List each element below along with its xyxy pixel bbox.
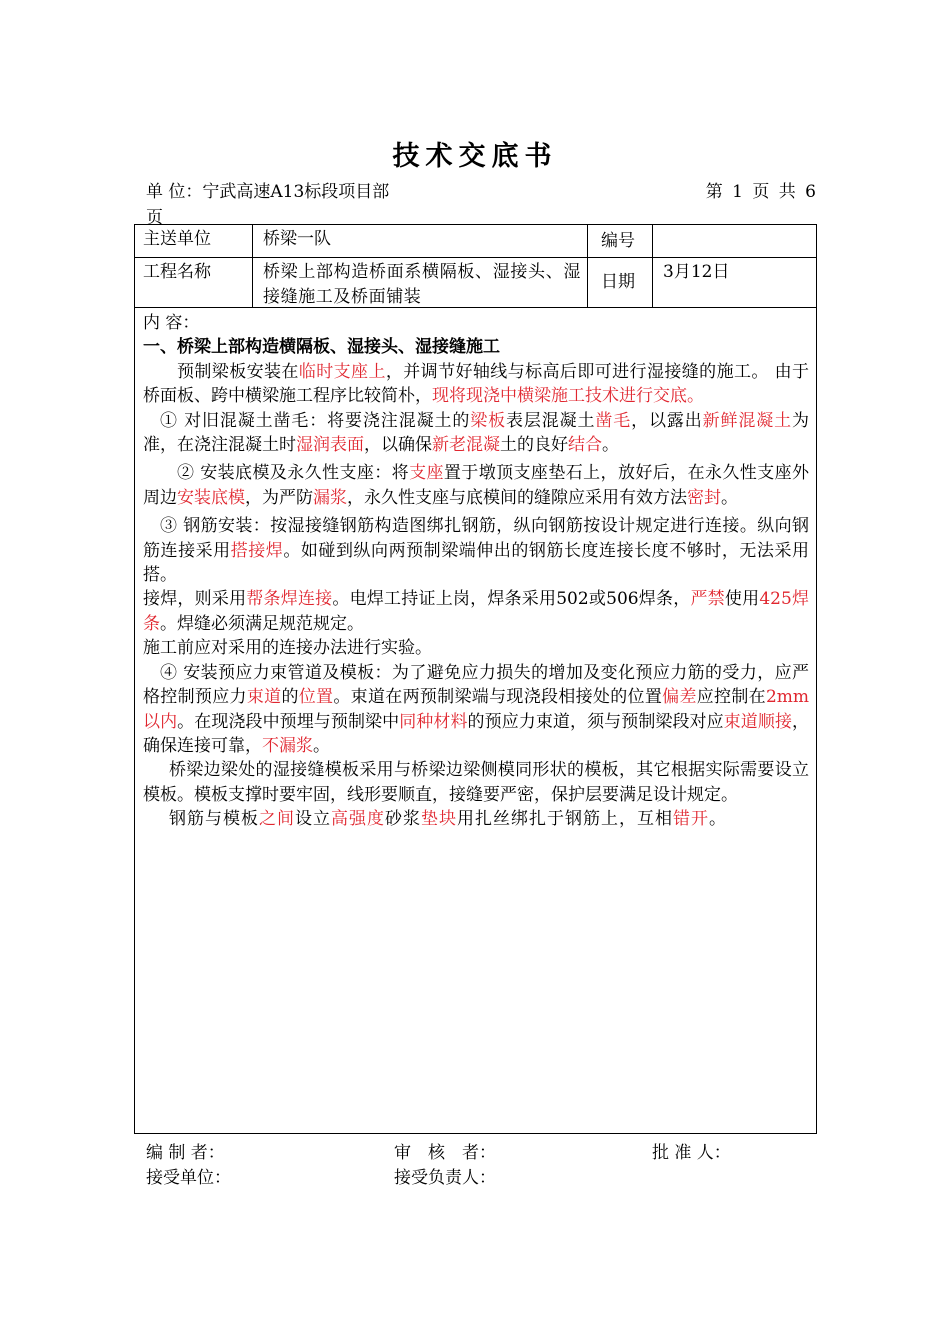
paragraph-text: 表层混凝土 [505,410,596,431]
highlighted-text: 支座 [409,463,444,484]
paragraph-text: ③ 钢筋安装：按湿接缝钢筋构造图绑扎钢筋，纵向钢筋按设计规定进行连接。纵向钢筋连接采用 [143,516,809,561]
content-paragraph [143,636,809,660]
paragraph-text: 。 [602,435,619,456]
page-count: 第 1 页 共 6 [705,182,816,202]
paragraph-text: ① 对旧混凝土凿毛：将要浇注混凝土的 [160,410,471,431]
highlighted-text: 临时支座上 [298,361,386,382]
paragraph-text: 应控制在 [696,687,766,708]
content-body [143,311,809,832]
highlighted-text: 结合 [568,435,602,456]
highlighted-text: 梁板 [470,410,506,431]
content-paragraph [143,409,809,458]
project-name-value: 桥梁上部构造桥面系横隔板、湿接头、湿接缝施工及桥面铺装 [263,262,581,307]
highlighted-text: 高强度 [331,809,385,830]
paragraph-text: 用扎丝绑扎于钢筋上，互相 [457,809,673,830]
highlighted-text: 新老混凝 [432,435,500,456]
compiler-label: 编 制 者： [146,1143,225,1163]
content-paragraph [143,461,809,510]
paragraph-text: 。 [313,735,330,756]
paragraph-text: 。束道在两预制梁端与现浇段相接处的位置 [333,687,663,708]
paragraph-text: ④ 安装预应力束管道及模板：为了避免应力损失的增加及变化预应力筋的受力，应严格控制预应力 [143,662,809,708]
highlighted-text: 2mm以内 [143,687,810,732]
highlighted-text: 425焊条 [143,589,809,634]
paragraph-text: ② 安装底模及永久性支座：将 [177,463,410,484]
paragraph-text: 钢筋与模板 [169,809,259,830]
paragraph-text: 土的良好 [500,435,568,456]
paragraph-text: ，确保连接可靠， [143,711,810,756]
paragraph-text: ，为严防 [245,487,313,508]
content-paragraph [143,514,809,587]
highlighted-text: 安装底模 [177,487,245,508]
paragraph-text: 。如碰到纵向两预制梁端伸出的钢筋长度连接长度不够时，无法采用搭。 [143,540,810,586]
highlighted-text: 同种材料 [399,711,468,732]
main-unit-value: 桥梁一队 [263,229,331,249]
paragraph-text: 使用 [724,589,760,610]
paragraph-text: 。焊缝必须满足规范规定。 [160,613,364,634]
col-divider [587,225,588,307]
highlighted-text: 垫块 [421,809,457,830]
paragraph-text: 桥梁边梁处的湿接缝模板采用与桥梁边梁侧模同形状的模板，其它根据实际需要设立模板。模板支撑时要牢固，线形要顺直，接缝要严密，保护层要满足设计规定。 [143,760,809,805]
paragraph-text: ，以露出 [631,410,703,431]
paragraph-text: 的预应力束道，须与预制梁段对应 [467,711,724,732]
highlighted-text: 位置 [298,687,334,708]
section-heading: 一、桥梁上部构造横隔板、湿接头、湿接缝施工 [143,337,500,358]
date-value: 3月12日 [663,262,730,282]
disclosure-table [134,224,817,1134]
highlighted-text: 束道顺接 [723,711,793,732]
highlighted-text: 束道 [246,687,282,708]
content-paragraph [143,807,809,831]
receiving-unit-label: 接受单位： [146,1168,231,1188]
paragraph-text: 为准，在浇注混凝土时 [143,410,810,456]
highlighted-text: 偏差 [662,687,697,708]
content-paragraph [143,661,809,759]
paragraph-text: 置于墩顶支座垫石上，放好后，在永久性支座外周边 [143,463,810,508]
highlighted-text: 密封 [687,487,721,508]
highlighted-text: 严禁 [690,589,725,610]
paragraph-text: 的 [281,687,299,708]
paragraph-text: 。 [709,809,727,830]
approver-label: 批 准 人： [652,1143,731,1163]
highlighted-text: 错开 [673,809,709,830]
highlighted-text: 搭接焊 [230,540,284,561]
number-label: 编号 [601,231,635,251]
reviewer-label: 审 核 者： [394,1143,496,1163]
highlighted-text: 漏浆 [313,487,347,508]
paragraph-text: 。在现浇段中预埋与预制梁中 [177,711,400,732]
paragraph-text: 设立 [295,809,331,830]
paragraph-text: 。 [721,487,738,508]
receiving-person-label: 接受负责人： [394,1168,496,1188]
project-name-label: 工程名称 [143,262,211,282]
paragraph-text: 接焊，则采用 [143,589,247,610]
highlighted-text: 之间 [259,809,295,830]
paragraph-text: 施工前应对采用的连接办法进行实验。 [143,638,432,659]
paragraph-text: ，永久性支座与底模间的缝隙应采用有效方法 [347,487,687,508]
highlighted-text: 现将现浇中横梁施工技术进行交底。 [432,386,704,407]
highlighted-text: 湿润表面 [296,435,364,456]
highlighted-text: 帮条焊连接 [246,589,333,610]
paragraph-text: 预制梁板安装在 [177,361,299,382]
col-divider [252,225,253,307]
content-paragraph [143,360,809,409]
paragraph-text: ，并调节好轴线与标高后即可进行湿接缝的施工。 由于桥面板、跨中横梁施工程序比较简朴， [143,361,810,407]
row-divider [135,257,816,258]
col-divider [652,225,653,307]
paragraph-text: ，以确保 [364,435,432,456]
document-title: 技术交底书 [392,141,558,172]
unit-label: 单 位：宁武高速A13标段项目部 [146,182,390,202]
main-unit-label: 主送单位 [143,229,211,249]
page-count-suffix: 页 [146,208,163,228]
content-paragraph [143,587,809,636]
highlighted-text: 凿毛 [595,410,632,431]
paragraph-text: 。电焊工持证上岗，焊条采用502或506焊条， [332,589,691,610]
content-paragraph [143,758,809,807]
content-label: 内 容： [143,313,200,333]
date-label: 日期 [601,272,635,292]
paragraph-text: 砂浆 [385,809,421,830]
highlighted-text: 新鲜混凝土 [702,410,793,431]
highlighted-text: 不漏浆 [262,735,313,756]
